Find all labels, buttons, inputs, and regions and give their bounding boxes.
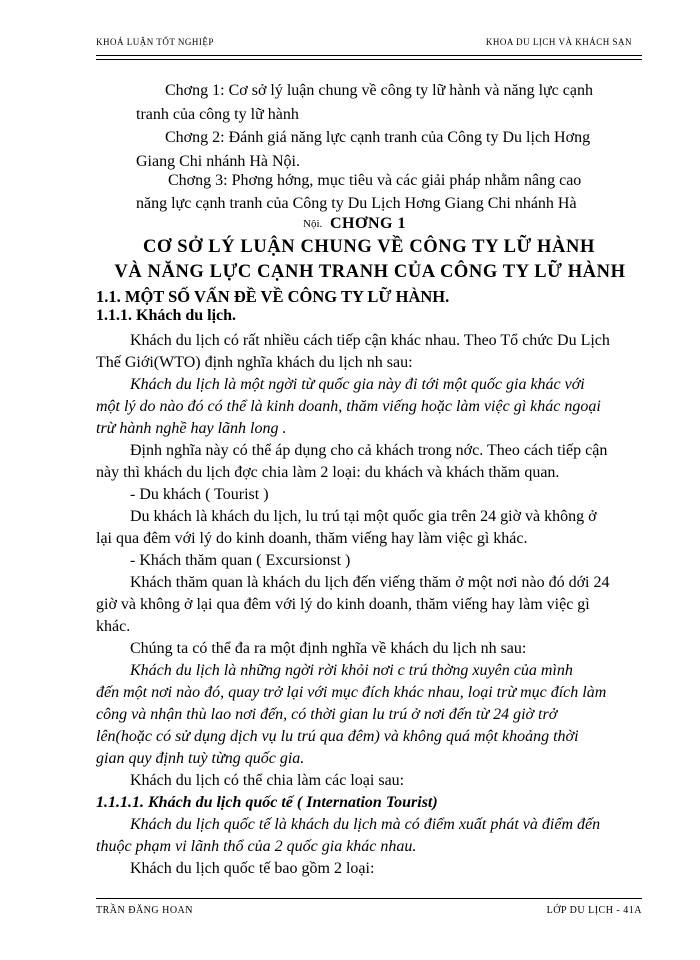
paragraph-line: Khách thăm quan là khách du lịch đến viếng thăm ở một nơi nào đó dới 24 <box>130 574 610 591</box>
running-header-left: KHOÁ LUẬN TỐT NGHIỆP <box>96 37 214 47</box>
paragraph-line: Định nghĩa này có thể áp dụng cho cả khách trong nớc. Theo cách tiếp cận <box>130 442 608 459</box>
toc-chapter-2-line-1: Chơng 2: Đánh giá năng lực cạnh tranh của Công ty Du lịch Hơng <box>165 129 591 146</box>
paragraph-line: Khách du lịch có thể chia làm các loại sau: <box>130 772 405 789</box>
chapter-title-line-2: VÀ NĂNG LỰC CẠNH TRANH CỦA CÔNG TY LỮ HÀNH <box>114 262 626 282</box>
subsection-heading-1-1-1-1: 1.1.1.1. Khách du lịch quốc tế ( Internation Tourist) <box>96 794 438 811</box>
definition-line: Khách du lịch quốc tế là khách du lịch mà có điểm xuất phát và điểm đến <box>130 816 601 833</box>
definition-line: đến một nơi nào đó, quay trở lại với mục đích khác nhau, loại trừ mục đích làm <box>96 684 607 701</box>
paragraph-line: giờ và không ở lại qua đêm với lý do kinh doanh, thăm viếng hay làm việc gì <box>96 596 590 613</box>
paragraph-line: Khách du lịch có rất nhiều cách tiếp cận khác nhau. Theo Tổ chức Du Lịch <box>130 332 610 349</box>
chapter-title-line-1: CƠ SỞ LÝ LUẬN CHUNG VỀ CÔNG TY LỮ HÀNH <box>143 237 595 257</box>
running-header-right: KHOA DU LỊCH VÀ KHÁCH SẠN <box>485 37 632 47</box>
definition-line: lên(hoặc có sử dụng dịch vụ lu trú qua đêm) và không quá một khoảng thời <box>96 728 579 745</box>
section-heading-1-1: 1.1. MỘT SỐ VẤN ĐỀ VỀ CÔNG TY LỮ HÀNH. <box>96 287 450 306</box>
running-footer-right: LỚP DU LỊCH - 41A <box>546 905 642 916</box>
toc-chapter-2-line-2: Giang Chi nhánh Hà Nội. <box>136 153 300 170</box>
paragraph-line: Du khách là khách du lịch, lu trú tại một quốc gia trên 24 giờ và không ở <box>130 508 597 525</box>
definition-line: Khách du lịch là một ngời từ quốc gia này đi tới một quốc gia khác với <box>130 376 585 393</box>
definition-line: trừ hành nghề hay lãnh long . <box>96 420 287 437</box>
toc-chapter-1-line-2: tranh của công ty lữ hành <box>136 106 299 123</box>
subsection-heading-1-1-1: 1.1.1. Khách du lịch. <box>96 307 237 324</box>
toc-chapter-3-line-3: Nội. <box>303 218 323 230</box>
paragraph-line: này thì khách du lịch đợc chia làm 2 loại: du khách và khách thăm quan. <box>96 464 560 481</box>
chapter-number: CHƠNG 1 <box>330 215 406 232</box>
paragraph-line: Thế Giới(WTO) định nghĩa khách du lịch nh sau: <box>96 354 413 371</box>
list-item-excursionist: - Khách thăm quan ( Excursionst ) <box>130 552 351 569</box>
definition-line: thuộc phạm vi lãnh thổ của 2 quốc gia khác nhau. <box>96 838 417 855</box>
toc-chapter-3-line-2: năng lực cạnh tranh của Công ty Du Lịch Hơng Giang Chi nhánh Hà <box>136 195 577 212</box>
paragraph-line: Chúng ta có thể đa ra một định nghĩa về khách du lịch nh sau: <box>130 640 527 657</box>
definition-line: Khách du lịch là những ngời rời khỏi nơi c trú thờng xuyên của mình <box>130 662 573 679</box>
paragraph-line: Khách du lịch quốc tế bao gồm 2 loại: <box>130 860 375 877</box>
definition-line: công và nhận thù lao nơi đến, có thời gian lu trú ở nơi đến từ 24 giờ trở <box>96 706 558 723</box>
list-item-tourist: - Du khách ( Tourist ) <box>130 486 269 503</box>
header-rule-double <box>96 59 642 60</box>
toc-chapter-1-line-1: Chơng 1: Cơ sở lý luận chung về công ty lữ hành và năng lực cạnh <box>165 82 593 99</box>
definition-line: một lý do nào đó có thể là kinh doanh, thăm viếng hoặc làm việc gì khác ngoại <box>96 398 601 415</box>
running-footer-left: TRẦN ĐĂNG HOAN <box>96 905 193 916</box>
definition-line: gian quy định tuỳ từng quốc gia. <box>96 750 305 767</box>
paragraph-line: lại qua đêm với lý do kinh doanh, thăm viếng hay làm việc gì khác. <box>96 530 528 547</box>
header-rule <box>96 55 642 56</box>
footer-rule <box>96 898 642 899</box>
paragraph-line: khác. <box>96 618 131 635</box>
toc-chapter-3-line-1: Chơng 3: Phơng hớng, mục tiêu và các giải pháp nhằm nâng cao <box>168 172 582 189</box>
